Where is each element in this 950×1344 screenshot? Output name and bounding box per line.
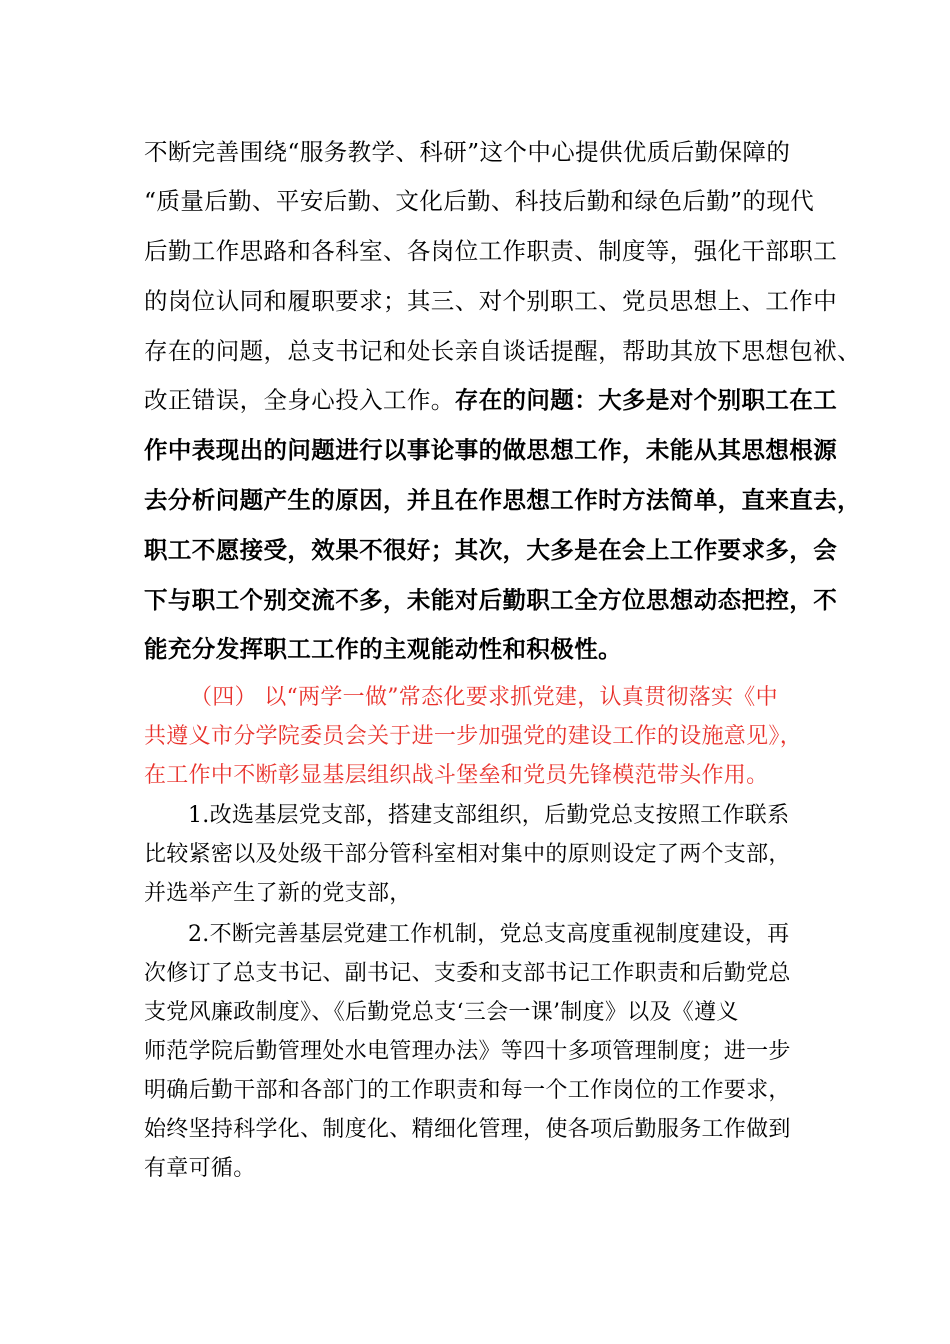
item-line: 有章可循。	[144, 1156, 256, 1181]
item-line: 2.不断完善基层党建工作机制，党总支高度重视制度建设，再	[188, 922, 790, 947]
paragraph-line: 不断完善围绕“服务教学、科研”这个中心提供优质后勤保障的	[144, 138, 791, 166]
problems-line: 去分析问题产生的原因，并且在作思想工作时方法简单，直来直去，	[144, 486, 861, 514]
paragraph-line: 存在的问题，总支书记和处长亲自谈话提醒，帮助其放下思想包袱、	[144, 337, 861, 365]
section-heading-line: （四） 以“两学一做”常态化要求抓党建，认真贯彻落实《中	[190, 685, 778, 710]
problems-line: 下与职工个别交流不多，未能对后勤职工全方位思想动态把控，不	[144, 586, 838, 614]
item-line: 始终坚持科学化、制度化、精细化管理，使各项后勤服务工作做到	[144, 1117, 791, 1142]
item-line: 次修订了总支书记、副书记、支委和支部书记工作职责和后勤党总	[144, 961, 791, 986]
problems-line: 作中表现出的问题进行以事论事的做思想工作，未能从其思想根源	[144, 436, 838, 464]
paragraph-line: 后勤工作思路和各科室、各岗位工作职责、制度等，强化干部职工	[144, 237, 838, 265]
paragraph-line: “质量后勤、平安后勤、文化后勤、科技后勤和绿色后勤”的现代	[144, 187, 815, 215]
paragraph-line: 的岗位认同和履职要求；其三、对个别职工、党员思想上、工作中	[144, 287, 838, 315]
item-line: 支党风廉政制度》、《后勤党总支‘三会一课’制度》以及《遵义	[144, 1000, 739, 1025]
problems-heading-text: 存在的问题：大多是对个别职工在工	[454, 386, 838, 414]
item-line: 师范学院后勤管理处水电管理办法》等四十多项管理制度；进一步	[144, 1039, 791, 1064]
paragraph-text: 改正错误，全身心投入工作。	[144, 386, 455, 414]
problems-line: 职工不愿接受，效果不很好；其次，大多是在会上工作要求多，会	[144, 536, 838, 564]
item-line: 1.改选基层党支部，搭建支部组织，后勤党总支按照工作联系	[188, 803, 790, 828]
item-line: 明确后勤干部和各部门的工作职责和每一个工作岗位的工作要求，	[144, 1078, 791, 1103]
section-heading-line: 在工作中不断彰显基层组织战斗堡垒和党员先锋模范带头作用。	[144, 763, 769, 788]
item-line: 比较紧密以及处级干部分管科室相对集中的原则设定了两个支部，	[144, 842, 791, 867]
section-heading-line: 共遵义市分学院委员会关于进一步加强党的建设工作的设施意见》，	[144, 724, 803, 749]
paragraph-line-mixed	[144, 386, 837, 414]
problems-line: 能充分发挥职工工作的主观能动性和积极性。	[144, 635, 622, 663]
item-line: 并选举产生了新的党支部，	[144, 881, 412, 906]
